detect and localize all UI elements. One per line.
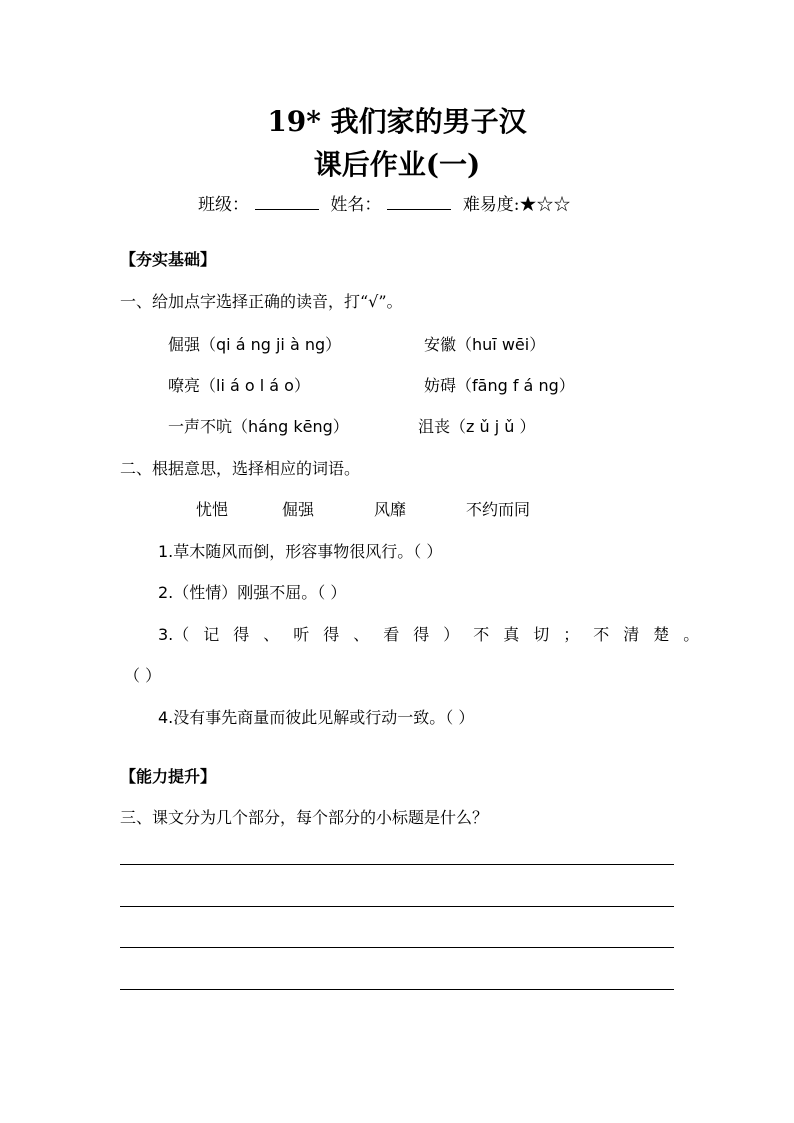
q1-item (168, 373, 310, 396)
answer-line[interactable] (120, 864, 674, 865)
class-label: 班级： (198, 195, 249, 215)
page-subtitle: 课后作业(一) (313, 148, 481, 181)
question-1-prompt: 一、给加点字选择正确的读音，打“√”。 (120, 292, 403, 311)
q1-item (418, 414, 536, 437)
q2-item (158, 539, 442, 562)
q1-word: 倔强 (168, 335, 201, 354)
section-heading-basic: 【夯实基础】 (120, 250, 217, 269)
q2-item-blank[interactable]: （ ） (124, 666, 162, 685)
q2-item-number: 4. (158, 708, 174, 727)
q2-item (158, 705, 474, 728)
word-option: 不约而同 (466, 500, 531, 519)
q1-options[interactable]: （z ǔ j ǔ ） (450, 417, 536, 436)
student-info-row (198, 190, 571, 215)
answer-line[interactable] (120, 947, 674, 948)
word-option: 忧悒 (196, 500, 229, 519)
section-heading-improve: 【能力提升】 (120, 767, 217, 786)
q2-item-number: 3. (158, 625, 174, 644)
q1-word: 安徽 (424, 335, 457, 354)
q2-item-text: （记得、听得、看得）不真切；不清楚。 (173, 625, 714, 644)
name-blank[interactable] (387, 195, 451, 210)
q2-item-text: 草木随风而倒，形容事物很风行。（ ） (173, 542, 443, 561)
answer-line[interactable] (120, 906, 674, 907)
answer-line[interactable] (120, 989, 674, 990)
q1-item (424, 373, 575, 396)
q2-item-number: 2. (158, 583, 174, 602)
question-2-prompt: 二、根据意思，选择相应的词语。 (120, 459, 361, 478)
question-3-prompt: 三、课文分为几个部分，每个部分的小标题是什么？ (120, 808, 489, 827)
q2-item-number: 1. (158, 542, 174, 561)
q1-item (424, 332, 545, 355)
q2-item-text: 没有事先商量而彼此见解或行动一致。（ ） (173, 708, 475, 727)
q1-word: 沮丧 (418, 417, 451, 436)
q2-item-text: （性情）刚强不屈。（ ） (173, 583, 347, 602)
page-title: 19* 我们家的男子汉 (267, 105, 527, 138)
q1-item (168, 332, 341, 355)
q1-word: 一声不吭 (168, 417, 233, 436)
q1-options[interactable]: （huī wēi） (456, 335, 546, 354)
q1-options[interactable]: （qi á ng ji à ng） (200, 335, 342, 354)
class-blank[interactable] (255, 195, 319, 210)
q1-options[interactable]: （li á o l á o） (200, 376, 310, 395)
q1-options[interactable]: （fāng f á ng） (456, 376, 575, 395)
q1-options[interactable]: （háng kēng） (232, 417, 349, 436)
name-label: 姓名： (330, 195, 382, 215)
q1-word: 妨碍 (424, 376, 457, 395)
q2-item (158, 580, 346, 603)
difficulty-label: 难易度: (462, 195, 520, 215)
difficulty-stars: ★☆☆ (519, 195, 571, 215)
word-option: 风靡 (374, 500, 407, 519)
q1-word: 嘹亮 (168, 376, 201, 395)
word-option: 倔强 (282, 500, 315, 519)
q1-item (168, 414, 349, 437)
q2-item (158, 622, 713, 645)
